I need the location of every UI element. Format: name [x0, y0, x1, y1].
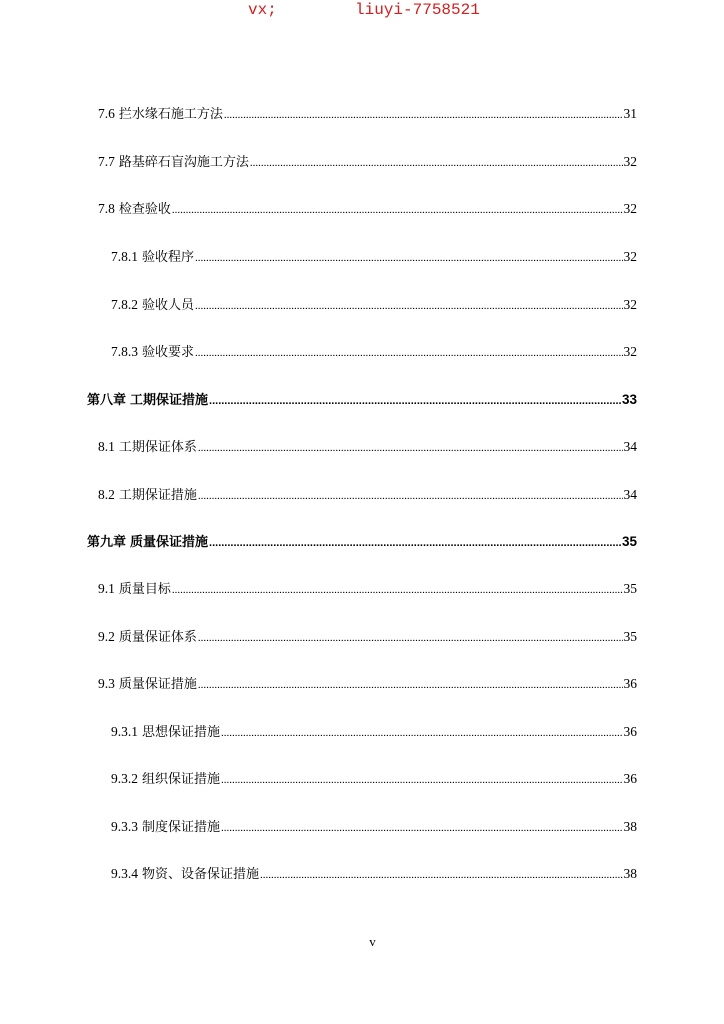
toc-leader-dots — [250, 153, 623, 172]
toc-entry-title: 拦水缘石施工方法 — [118, 107, 223, 122]
toc-entry-title: 路基碎石盲沟施工方法 — [118, 155, 249, 170]
toc-entry-page: 32 — [623, 344, 637, 359]
toc-entry-title: 工期保证体系 — [118, 440, 197, 455]
toc-entry-title: 质量保证措施 — [118, 677, 197, 692]
toc-entry-number: 7.8.2 — [111, 297, 138, 312]
toc-entry-page: 31 — [623, 106, 637, 121]
toc-leader-dots — [221, 818, 622, 837]
toc-entry[interactable] — [98, 675, 637, 694]
toc-entry-number: 9.3.1 — [111, 724, 138, 739]
toc-leader-dots — [172, 200, 623, 219]
toc-entry[interactable] — [98, 105, 637, 124]
toc-entry-page: 36 — [623, 771, 637, 786]
toc-leader-dots — [198, 486, 623, 505]
toc-entry[interactable] — [111, 248, 637, 267]
toc-entry[interactable] — [98, 486, 637, 505]
toc-entry-title: 组织保证措施 — [142, 772, 221, 787]
toc-leader-dots — [198, 438, 623, 457]
toc-entry[interactable] — [98, 200, 637, 219]
toc-chapter-entry[interactable] — [87, 533, 637, 552]
watermark-contact-id: liuyi-7758521 — [355, 1, 480, 19]
toc-entry[interactable] — [98, 438, 637, 457]
toc-entry-page: 36 — [623, 676, 637, 691]
toc-entry-page: 32 — [623, 201, 637, 216]
toc-entry-number: 7.6 — [98, 106, 115, 121]
toc-entry-title: 验收程序 — [142, 250, 195, 265]
toc-entry-page: 35 — [623, 629, 637, 644]
toc-entry-title: 验收人员 — [142, 298, 195, 313]
toc-entry[interactable] — [111, 865, 637, 884]
toc-chapter-number: 第八章 — [87, 393, 127, 408]
toc-leader-dots — [209, 533, 621, 552]
toc-entry-number: 7.8.1 — [111, 249, 138, 264]
toc-entry[interactable] — [98, 153, 637, 172]
toc-chapter-title: 质量保证措施 — [130, 535, 209, 550]
toc-entry-page: 32 — [623, 297, 637, 312]
toc-entry-page: 34 — [623, 487, 637, 502]
toc-entry-number: 7.7 — [98, 154, 115, 169]
toc-entry[interactable] — [111, 770, 637, 789]
toc-entry[interactable] — [111, 818, 637, 837]
toc-leader-dots — [195, 343, 622, 362]
toc-entry-number: 9.2 — [98, 629, 115, 644]
toc-entry-number: 7.8 — [98, 201, 115, 216]
page-number: v — [369, 934, 376, 949]
toc-entry-title: 质量目标 — [118, 582, 171, 597]
toc-entry[interactable] — [98, 628, 637, 647]
toc-entry-title: 质量保证体系 — [118, 630, 197, 645]
toc-entry[interactable] — [111, 343, 637, 362]
toc-entry-title: 验收要求 — [142, 345, 195, 360]
toc-entry-page: 36 — [623, 724, 637, 739]
toc-entry-title: 思想保证措施 — [142, 725, 221, 740]
watermark — [0, 0, 724, 24]
toc-leader-dots — [195, 296, 622, 315]
toc-chapter-number: 第九章 — [87, 535, 127, 550]
toc-entry-page: 32 — [623, 249, 637, 264]
toc-entry-number: 9.3.2 — [111, 771, 138, 786]
toc-entry-page: 35 — [623, 581, 637, 596]
toc-entry-number: 7.8.3 — [111, 344, 138, 359]
toc-entry[interactable] — [111, 296, 637, 315]
toc-leader-dots — [209, 391, 621, 410]
toc-leader-dots — [198, 628, 623, 647]
watermark-contact-label: vx; — [248, 1, 277, 19]
toc-leader-dots — [195, 248, 622, 267]
toc-chapter-entry[interactable] — [87, 391, 637, 410]
toc-leader-dots — [260, 865, 622, 884]
toc-entry-number: 9.3.3 — [111, 819, 138, 834]
toc-entry-page: 35 — [621, 534, 637, 549]
toc-leader-dots — [198, 675, 623, 694]
toc-entry-number: 9.3.4 — [111, 866, 138, 881]
toc-entry-title: 物资、设备保证措施 — [142, 867, 260, 882]
toc-entry-number: 8.1 — [98, 439, 115, 454]
toc-entry[interactable] — [111, 723, 637, 742]
toc-entry-number: 8.2 — [98, 487, 115, 502]
toc-entry-page: 38 — [623, 819, 637, 834]
toc-entry[interactable] — [98, 580, 637, 599]
toc-entry-title: 制度保证措施 — [142, 820, 221, 835]
toc-entry-page: 38 — [623, 866, 637, 881]
toc-entry-title: 工期保证措施 — [118, 488, 197, 503]
toc-leader-dots — [224, 105, 623, 124]
toc-entry-page: 34 — [623, 439, 637, 454]
toc-entry-title: 检查验收 — [118, 202, 171, 217]
toc-leader-dots — [221, 770, 622, 789]
toc-leader-dots — [221, 723, 622, 742]
toc-entry-page: 32 — [623, 154, 637, 169]
toc-entry-page: 33 — [621, 392, 637, 407]
toc-entry-number: 9.3 — [98, 676, 115, 691]
toc-entry-number: 9.1 — [98, 581, 115, 596]
toc-chapter-title: 工期保证措施 — [130, 393, 209, 408]
toc-leader-dots — [172, 580, 623, 599]
